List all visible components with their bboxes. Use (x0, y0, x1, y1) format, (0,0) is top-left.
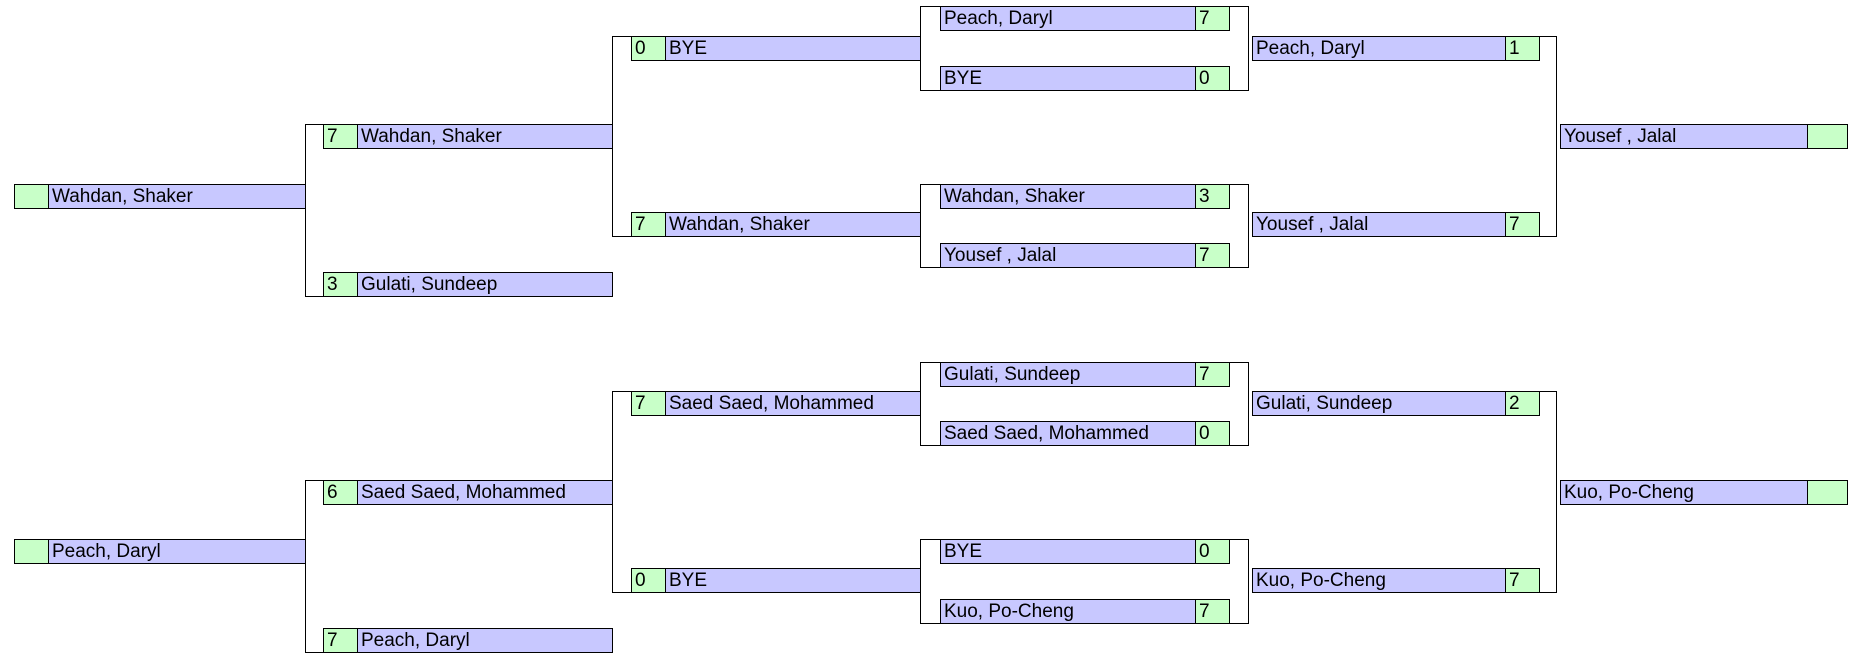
semi-name: Saed Saed, Mohammed (358, 481, 612, 504)
first-round-score: 7 (1195, 244, 1229, 267)
semi-name: Peach, Daryl (358, 629, 612, 652)
connector-line (1229, 267, 1249, 268)
quarter-name: Saed Saed, Mohammed (666, 392, 920, 415)
connector-line (920, 184, 940, 185)
connector-line (920, 362, 921, 446)
right-semi-slot (1252, 36, 1540, 61)
connector-line (305, 480, 323, 481)
connector-line (1539, 391, 1557, 392)
first-round-score: 7 (1195, 600, 1229, 623)
connector-line (305, 652, 323, 653)
connector-line (1229, 623, 1249, 624)
connector-line (920, 539, 940, 540)
first-round-score: 7 (1195, 363, 1229, 386)
connector-line (305, 296, 323, 297)
first-round-score: 0 (1195, 422, 1229, 445)
connector-line (612, 391, 613, 593)
semi-score: 7 (324, 629, 358, 652)
right-final-score (1807, 125, 1847, 148)
right-semi-name: Yousef , Jalal (1253, 213, 1505, 236)
connector-line (920, 184, 921, 268)
connector-line (1229, 445, 1249, 446)
first-round-slot (940, 599, 1230, 624)
champion-score (15, 185, 49, 208)
semi-score: 7 (324, 125, 358, 148)
quarter-name: BYE (666, 569, 920, 592)
first-round-score: 7 (1195, 7, 1229, 30)
connector-line (612, 236, 631, 237)
first-round-slot (940, 66, 1230, 91)
connector-line (1556, 391, 1557, 593)
first-round-name: BYE (941, 540, 1195, 563)
quarter-score: 7 (632, 392, 666, 415)
first-round-name: Kuo, Po-Cheng (941, 600, 1195, 623)
connector-line (920, 445, 940, 446)
right-final-name: Kuo, Po-Cheng (1561, 481, 1807, 504)
semi-slot (323, 628, 613, 653)
champion-name: Peach, Daryl (49, 540, 305, 563)
first-round-slot (940, 539, 1230, 564)
connector-line (1556, 36, 1557, 237)
right-semi-score: 2 (1505, 392, 1539, 415)
champion-score (15, 540, 49, 563)
connector-line (1229, 90, 1249, 91)
connector-line (1539, 36, 1557, 37)
connector-line (612, 36, 631, 37)
connector-line (612, 592, 631, 593)
connector-line (305, 124, 323, 125)
connector-line (1539, 236, 1557, 237)
quarter-score: 0 (632, 37, 666, 60)
connector-line (920, 90, 940, 91)
right-semi-name: Kuo, Po-Cheng (1253, 569, 1505, 592)
right-semi-score: 7 (1505, 569, 1539, 592)
quarter-name: BYE (666, 37, 920, 60)
connector-line (920, 623, 940, 624)
connector-line (1229, 6, 1249, 7)
connector-line (920, 362, 940, 363)
semi-slot (323, 124, 613, 149)
champion-slot (14, 184, 306, 209)
semi-slot (323, 480, 613, 505)
semi-name: Wahdan, Shaker (358, 125, 612, 148)
connector-line (612, 36, 613, 237)
quarter-slot (631, 568, 921, 593)
first-round-name: Peach, Daryl (941, 7, 1195, 30)
right-semi-slot (1252, 391, 1540, 416)
connector-line (1248, 6, 1249, 91)
connector-line (1248, 362, 1249, 446)
right-final-score (1807, 481, 1847, 504)
connector-line (920, 6, 940, 7)
connector-line (1229, 539, 1249, 540)
quarter-score: 0 (632, 569, 666, 592)
right-semi-name: Peach, Daryl (1253, 37, 1505, 60)
quarter-slot (631, 36, 921, 61)
right-semi-name: Gulati, Sundeep (1253, 392, 1505, 415)
quarter-score: 7 (632, 213, 666, 236)
first-round-score: 3 (1195, 185, 1229, 208)
right-semi-slot (1252, 568, 1540, 593)
connector-line (305, 480, 306, 653)
first-round-name: BYE (941, 67, 1195, 90)
first-round-name: Yousef , Jalal (941, 244, 1195, 267)
semi-slot (323, 272, 613, 297)
connector-line (612, 391, 631, 392)
first-round-slot (940, 243, 1230, 268)
connector-line (1229, 362, 1249, 363)
quarter-name: Wahdan, Shaker (666, 213, 920, 236)
connector-line (305, 124, 306, 297)
connector-line (920, 267, 940, 268)
first-round-score: 0 (1195, 67, 1229, 90)
first-round-name: Saed Saed, Mohammed (941, 422, 1195, 445)
connector-line (1539, 592, 1557, 593)
first-round-score: 0 (1195, 540, 1229, 563)
semi-name: Gulati, Sundeep (358, 273, 612, 296)
first-round-slot (940, 362, 1230, 387)
champion-slot (14, 539, 306, 564)
right-final-slot (1560, 124, 1848, 149)
right-final-name: Yousef , Jalal (1561, 125, 1807, 148)
semi-score: 6 (324, 481, 358, 504)
right-semi-slot (1252, 212, 1540, 237)
connector-line (920, 6, 921, 91)
connector-line (920, 539, 921, 624)
right-final-slot (1560, 480, 1848, 505)
semi-score: 3 (324, 273, 358, 296)
connector-line (1229, 184, 1249, 185)
right-semi-score: 1 (1505, 37, 1539, 60)
connector-line (1248, 539, 1249, 624)
right-semi-score: 7 (1505, 213, 1539, 236)
first-round-slot (940, 6, 1230, 31)
champion-name: Wahdan, Shaker (49, 185, 305, 208)
first-round-name: Gulati, Sundeep (941, 363, 1195, 386)
connector-line (1248, 184, 1249, 268)
first-round-slot (940, 184, 1230, 209)
quarter-slot (631, 391, 921, 416)
quarter-slot (631, 212, 921, 237)
first-round-name: Wahdan, Shaker (941, 185, 1195, 208)
first-round-slot (940, 421, 1230, 446)
